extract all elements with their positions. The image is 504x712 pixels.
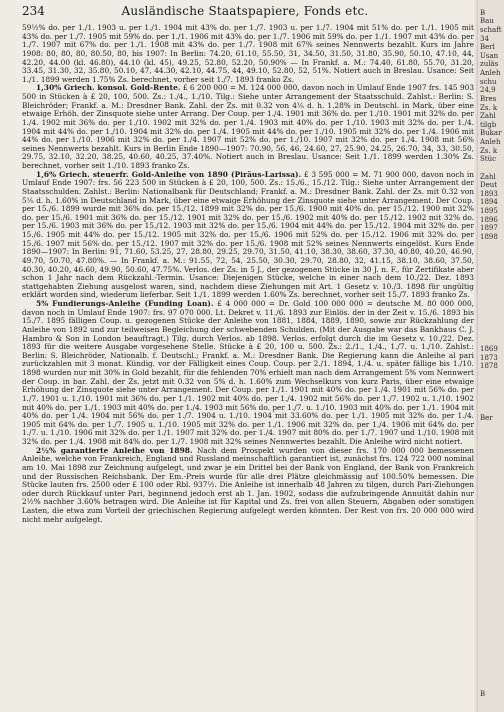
gutter-fragment [478, 293, 504, 302]
gutter-fragment: 24,9 [480, 86, 496, 95]
section-title: 2½% garantierte Anleihe von 1898. [36, 445, 193, 455]
gutter-fragment [478, 604, 504, 613]
gutter-fragment [478, 483, 504, 492]
gutter-fragment: 1894 [480, 198, 498, 207]
gutter-fragment: 1898 [480, 232, 498, 241]
gutter-fragment: Stüc [480, 155, 497, 164]
gutter-fragment [478, 526, 504, 535]
gutter-fragment: 1878 [480, 362, 498, 371]
gutter-fragment: Usan [480, 51, 499, 60]
paragraph-piraeus-larissa [22, 171, 474, 300]
gutter-fragment: Zahl [480, 112, 496, 121]
gutter-fragment: zuläs [480, 60, 499, 69]
gutter-fragment [478, 656, 504, 665]
gutter-fragment [478, 397, 504, 406]
gutter-fragment [478, 552, 504, 561]
gutter-fragment [478, 673, 504, 682]
gutter-fragment [478, 164, 504, 173]
gutter-fragment [478, 380, 504, 389]
gutter-fragment [478, 371, 504, 380]
gutter-fragment: Bukar [480, 129, 502, 138]
paragraph-guaranteed-loan-1898 [22, 447, 474, 525]
gutter-fragment: 1873 [480, 353, 498, 362]
gutter-fragment: B [480, 8, 486, 17]
gutter-fragment [478, 664, 504, 673]
gutter-fragment [478, 285, 504, 294]
gutter-fragment: B [480, 690, 486, 698]
gutter-fragment [478, 302, 504, 311]
running-head: Ausländische Staatspapiere, Fonds etc. [121, 4, 369, 18]
gutter-fragment [478, 630, 504, 639]
gutter-fragment [478, 578, 504, 587]
page-header [22, 0, 478, 24]
gutter-fragment [478, 595, 504, 604]
gutter-fragment: Zs. k [480, 146, 498, 155]
section-title: 1,30% Griech. konsol. Gold-Rente. [36, 83, 181, 93]
gutter-fragment [478, 587, 504, 596]
gutter-fragment: Anleh [480, 69, 501, 77]
gutter-fragment [478, 492, 504, 501]
gutter-fragment [478, 431, 504, 440]
facing-page-gutter [477, 0, 504, 712]
gutter-fragment [478, 569, 504, 578]
gutter-fragment [478, 0, 504, 9]
gutter-fragment: 34 [480, 34, 489, 43]
section-title: 1,6% Griech. steuerfr. Gold-Anleihe von 1890 (Piräus-Larissa). [36, 169, 302, 179]
gutter-fragment [478, 388, 504, 397]
gutter-fragment: schaft [480, 25, 502, 34]
gutter-fragment: Zs. k [480, 103, 498, 112]
gutter-fragment [478, 543, 504, 552]
gutter-fragment [478, 259, 504, 268]
gutter-fragment: 1897 [480, 224, 498, 233]
body-text [22, 24, 474, 524]
gutter-fragment: Berl [480, 43, 495, 52]
paragraph-text: £ 4 000 000 = Dr. Gold 100 000 000 = deutsche M. 80 000 000, davon noch in Umlauf Ende 1907: frs. 97 070 000. Lt. Dekret v. 11./6. 1893 zur Einlös. der in der Zeit v. 15./6. 1893 bis 15./7. 1895 fälligen Coup. u. gezogenen Stücke der Anleihe von 1881, 1884, 1889, 1890, sowie zur Rückzahlung der Anleihe von 1892 und zur teilweisen Begleichung der schwebenden Schulden. (Mit der Ausgabe war das Bankhaus C. J. Hambro & Son in London beauftragt.) Tilg. durch Verlos. ab 1898. Verlos. erfolgt durch die im Gesetz v. 10./22. Dez. 1893 für die weitere Ausgabe vorgesehene Stelle. Stücke à £ 20, 100 u. 500. Zs.: 2./1., 1./4., 1./7. u. 1./10. Zahlst.: Berlin: S. Bleichröder, Nationalb. f. Deutschl.; Frankf. a. M.: Dresdner Bank. Die Regierung kann die Anleihe al pari zurückzahlen mit 3 monat. Kündig. vor der Fälligkeit eines Coup. Coup. per 2./1. 1894, 1./4. u. später fällige bis 1./10. 1898 wurden nur mit 30% in Gold bezahlt, für die fehlenden 70% erhielt man nach dem Arrangement 5% vom Nennwert der Coup. in bar. Zahl. der Zs. jetzt mit 0.32 von 5% d. h. 1.60% zum Wechselkurs von kurz Paris, über eine etwaige Erhöhung der Zinsquote siehe unter Arrangement. Der Coup. per 1./1. 1901 mit 40% do. per 1./4. 1901 mit 56% do. per 1./7. 1901 u. 1./10. 1901 mit 36% do. per 1./1. 1902 mit 40% do. per 1./4. 1902 mit 56% do. per 1./7. 1902 u. 1./10. 1902 mit 40% do. per 1./1. 1903 mit 40% do. per 1./4. 1903 mit 56% do. per 1./7. u. 1./10. 1903 mit 40% do. per 1./1. 1904 mit 40% do. per 1./4. 1904 mit 56% do. per 1./7. 1904 u. 1./10. 1904 mit 33.60% do. per 1./1. 1905 mit 32% do. per 1./4. 1905 mit 64% do. per 1./7. 1905 u. 1./10. 1905 mit 32% do. per 1./1. 1906 mit 32% do. per 1./4. 1906 mit 64% do. per 1./7. u. 1./10. 1906 mit 32% do. per 1./1. 1907 mit 32% do. per 1./4. 1907 mit 80% do. per 1./7. 1907 und 1./10. 1908 mit 32% do. per 1./4. 1908 mit 84% do. per 1./7. 1908 mit 32% seines Nennwertes bezahlt. Die Anleihe wird nicht notiert. [22, 299, 474, 446]
gutter-fragment [478, 405, 504, 414]
paragraph-gold-rente [22, 84, 474, 170]
gutter-fragment [478, 328, 504, 337]
gutter-fragment [478, 474, 504, 483]
gutter-fragment [478, 423, 504, 432]
gutter-fragment: Ber [480, 414, 493, 422]
gutter-fragment [478, 319, 504, 328]
gutter-fragment [478, 267, 504, 276]
gutter-fragment [478, 311, 504, 320]
gutter-fragment: 1896 [480, 215, 498, 224]
paragraph-funding-loan [22, 300, 474, 447]
gutter-fragment: Bres [480, 94, 497, 103]
gutter-fragment [478, 621, 504, 630]
gutter-fragment: 1869 [480, 345, 498, 353]
gutter-fragment [478, 449, 504, 458]
gutter-fragment: 1893 [480, 189, 498, 198]
gutter-fragment: Anleh [480, 138, 501, 146]
page-number: 234 [22, 4, 45, 18]
paragraph-intro [22, 24, 474, 84]
gutter-fragment [478, 509, 504, 518]
gutter-fragment: Deut [480, 181, 498, 190]
gutter-fragment: tilgb [480, 120, 497, 129]
gutter-fragment [478, 535, 504, 544]
gutter-fragment [478, 500, 504, 509]
gutter-fragment [478, 457, 504, 466]
paragraph-text: 59½% do. per 1./1. 1903 u. per 1./1. 1904 mit 43% do. per 1./7. 1903 u. per 1./7. 1904 mit 51% do. per 1./1. 1905 mit 43% do. per 1./7. 1905 mit 59% do. per 1./1. 1906 mit 43% do. per 1./7. 1906 mit 59% do. per 1./1. 1907 mit 43% do. per 1./7. 1907 mit 67% do. per 1./1. 1908 mit 43% do. per 1./7. 1908 mit 67% seines Nennwerts bezahlt. Kurs im Jahre 1908: 80, 80, 80, 80.50, 80, bis 1907: In Berlin: 74.20, 61.10, 55.50, 31, 34.50, 31.50, 31.80, 35.90, 50.10, 47.10, 44, 42.20, 44.00 (kl. 46.80), 44.10 (kl. 45), 49.25, 52.80, 52.20, 50.90% — In Frankf. a. M.: 74.40, 61.80, 55.70, 31.20, 33.45, 31.30, 32, 35.80, 50.10, 47, 44.30, 42.10, 44.75, 44, 49.10, 52.80, 52, 51%. Notiert auch in Breslau. Usance: Seit 1./1. 1899 werden 1.75% Zs. berechnet, vorher seit 1./7. 1893 franko Zs. [22, 23, 474, 84]
gutter-fragment [478, 466, 504, 475]
gutter-fragment [478, 250, 504, 259]
gutter-fragment: 1895 [480, 207, 498, 215]
paragraph-text: £ 3 595 000 = M. 71 900 000, davon noch in Umlauf Ende 1907: frs. 56 223 500 in Stücken à £ 20, 100, 500. Zs.: 15./6., 15./12. Tilg.: Siehe unter Arrangement der Staatsschulden. Zahlst.: Berlin: Nationalbank für Deutschland; Frankf. a. M.: Dresdner Bank. Zahl. der Zs. mit 0.32 von 5⅕ d. h. 1.60% in Deutschland in Mark, über eine etwaige Erhöhung der Zinsquote siehe unter Arrangement. Der Coup. per 15./6. 1899 wurde mit 36% do. per 15./12. 1899 mit 32% do. per 15./6. 1900 mit 40% do. per 15./12. 1900 mit 32% do. per 15./6. 1901 mit 36% do. per 15./12. 1901 mit 32% do. per 15./6. 1902 mit 40% do. per 15./12. 1902 mit 32% do. per 15./6. 1903 mit 36% do. per 15./12. 1903 mit 32% do. per 15./6. 1904 mit 44% do. per 15./12. 1904 mit 32% do. per 15./6. 1905 mit 44% do. per 15./12. 1905 mit 32% do. per 15./6. 1906 mit 52% do. per 15./12. 1906 mit 32% do. per 15./6. 1907 mit 56% do. per 15./12. 1907 mit 32% do. per 15./6. 1908 mit 52% seines Nennwerts eingelöst. Kurs Ende 1890—1907: In Berlin: 91, 71.60, 53.25, 27, 28.80, 29.25, 29.70, 31.50, 41.10, 38.30, 38.60, 37.30, 40.80, 40.20, 46.90, 49.70, 50.70, 47.80%. — In Frankf. a. M.: 91.55, 72, 54, 25.50, 30.30, 29.70, 28.80, 32, 41.15, 38.10, 38.60, 37.50, 40.30, 40.20, 46.60, 49.90, 50.60, 47.75%. Verlos. der Zs. in 5 J., der gezogenen Stücke in 30 J. n. F., für Zertifikate aber schon 1 Jahr nach dem Rückzahl.-Termin. Usance: Diejenigen Stücke, welche in einer nach dem 10./22. Dez. 1893 stattgehabten Ziehung ausgelost waren, sind, nachdem diese Ziehungen mit Art. 1 Gesetz v. 10./3. 1898 für ungültig erklärt worden sind, wiederum lieferbar. Seit 1./1. 1899 werden 1.60% Zs. berechnet, vorher seit 15./7. 1893 franko Zs. [22, 169, 475, 300]
gutter-fragment [478, 276, 504, 285]
gutter-fragment [478, 638, 504, 647]
gutter-fragment [478, 518, 504, 527]
gutter-fragment: Zahl [480, 172, 496, 181]
gutter-fragment [478, 242, 504, 251]
gutter-fragment [478, 612, 504, 621]
paragraph-text: £ 6 200 000 = M. 124 000 000, davon noch in Umlauf Ende 1907 frs. 145 903 500 in Stücken à £ 20, 100, 500. Zs.: 1./4., 1./10. Tilg.: Siehe unter Arrangement der Staatsschuld. Zahlst.: Berlin: S. Bleichröder; Frankf. a. M.: Dresdner Bank. Zahl. der Zs. mit 0.32 von 4⅕ d. h. 1.28% in Deutschl. in Mark, über eine etwaige Erhöh. der Zinsquote siehe unter Arrang. Der Coup. per 1./4. 1901 mit 36% do. per 1./10. 1901 mit 32% do. per 1./4. 1902 mit 36% do. per 1./10. 1902 mit 32% do. per 1./4. 1903 mit 40% do. per 1./10. 1903 mit 32% do. per 1./4. 1904 mit 44% do. per 1./10. 1904 mit 32% do. per 1./4. 1905 mit 44% do. per 1./10. 1905 mit 32% do. per 1./4. 1906 mit 44% do. per 1./10. 1906 mit 32% do. per 1./4. 1907 mit 52% do. per 1./10. 1907 mit 32% do. per 1./4. 1908 mit 56% seines Nennwerts bezahlt. Kurs in Berlin Ende 1890—1907: 70.90, 56, 46, 24.60, 27, 25.90, 24.25, 26.70, 34, 33, 30.50, 29.75, 32.10, 32.20, 38.25, 40.60, 40.25, 37.40%. Notiert auch in Breslau. Usance: Seit 1./1. 1899 werden 1.30% Zs. berechnet, vorher seit 1./10. 1893 franko Zs. [22, 83, 474, 170]
gutter-fragment [478, 336, 504, 345]
paragraph-text: Nach dem Prospekt wurden von dieser frs. 170 000 000 bemessenen Anleihe, welche von Frankreich, England und Russland meinschaftlich garantiert ist, zunächst frs. 124 722 000 nominal am 10. Mai 1898 zur Zeichnung aufgelegt, und zwar je ein Drittel bei der Bank von England, der Bank von Frankreich und der Russischen Reichsbank. Der Em.-Preis wurde für alle drei Plätze gleichmässig auf 100.50% bemessen. Die Stücke lauten frs. 2500 oder £ 100 oder Rbl. 937½. Die Anleihe ist innerhalb 48 Jahren zu tilgen, durch Pari-Ziehungen oder durch Rückkauf unter Pari, beginnend jedoch erst ab 1. Jan. 1902, sodass die aufzubringende Annuität dahin nur 2½% nachher 3.60% betragen wird. Die Anleihe ist für Kapital und Zs. frei von allen Steuern, Abgaben oder sonstigen Lasten, die etwa zum Vorteil der griechischen Regierung aufgelegt werden könnten. Der Rest von frs. 20 000 000 wird nicht mehr aufgelegt. [22, 445, 474, 524]
gutter-fragment [478, 561, 504, 570]
section-title: 5% Fundierungs-Anleihe (Funding Loan). [36, 299, 214, 308]
gutter-fragment [478, 440, 504, 449]
gutter-fragment [478, 681, 504, 690]
gutter-fragment [478, 647, 504, 656]
gutter-fragment: Bau [480, 17, 494, 26]
gutter-fragment: schu [480, 77, 497, 86]
